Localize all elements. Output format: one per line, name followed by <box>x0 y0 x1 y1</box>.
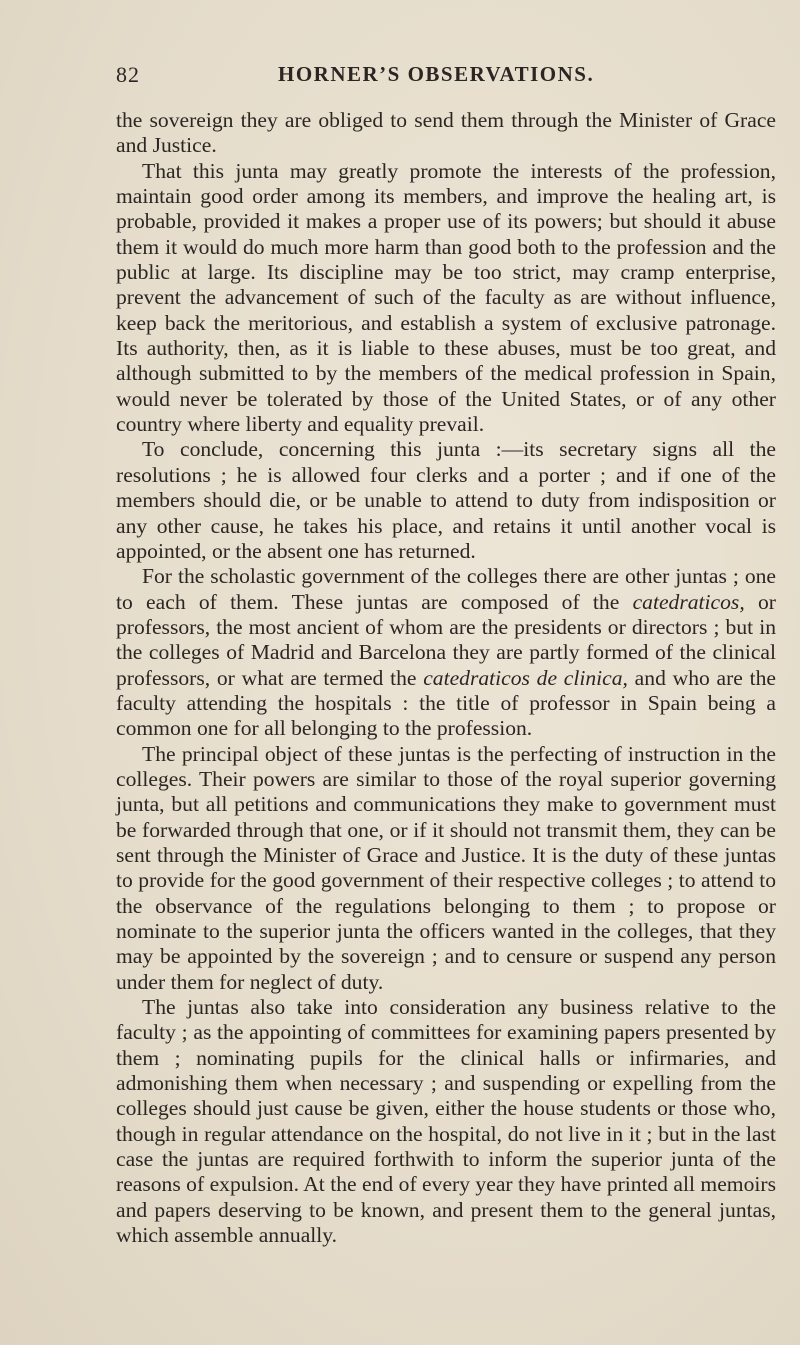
paragraph-text: For the scholastic government of the colleges there are other juntas ; one to each of them. These juntas are composed of the <box>116 564 776 614</box>
paragraph: The juntas also take into consideration any business relative to the faculty ; as the appointing of committees for examining papers presented by them ; nominating pupils for the clinical halls or infirmaries, and admonishing them when necessary ; and suspending or expelling from the colleges should just cause be given, either the house students or those who, though in regular attendance on the hospital, do not live in it ; but in the last case the juntas are required forthwith to inform the superior junta of the reasons of expulsion. At the end of every year they have printed all memoirs and papers deserving to be known, and present them to the general juntas, which assemble annually. <box>116 995 776 1248</box>
paragraph: The principal object of these juntas is the perfecting of instruction in the colleges. Their powers are similar to those of the royal superior governing junta, but all petitions and communications they make to government must be forwarded through that one, or if it should not transmit them, they can be sent through the Minister of Grace and Justice. It is the duty of these juntas to provide for the good government of their respective colleges ; to attend to the observance of the regulations belonging to them ; to propose or nominate to the superior junta the officers wanted in the colleges, that they may be appointed by the sovereign ; and to censure or suspend any person under them for neglect of duty. <box>116 741 776 994</box>
paragraph-text: or professors, the most ancient of whom are the presidents or directors ; but in the colleges of Madrid and Barcelona they are partly formed of the clinical professors, or what are termed the <box>116 589 776 690</box>
italic-term: catedraticos de clinica, <box>423 665 628 690</box>
italic-term: catedraticos, <box>632 589 745 614</box>
running-title: HORNER’S OBSERVATIONS. <box>278 62 595 86</box>
page-number: 82 <box>116 62 140 87</box>
paragraph: That this junta may greatly promote the interests of the profession, maintain good order among its members, and improve the healing art, is probable, provided it makes a proper use of its powers; but should it abuse them it would do much more harm than good both to the profession and the public at large. Its discipline may be too strict, may cramp enterprise, prevent the advancement of such of the faculty as are without influence, keep back the meritorious, and establish a system of exclusive patronage. Its authority, then, as it is liable to these abuses, must be too great, and although submitted to by the members of the medical profession in Spain, would never be tolerated by those of the United States, or of any other country where liberty and equality prevail. <box>116 158 776 437</box>
paragraph <box>116 564 776 741</box>
paragraph: To conclude, concerning this junta :—its secretary signs all the resolutions ; he is allowed four clerks and a porter ; and if one of the members should die, or be unable to attend to duty from indisposition or any other cause, he takes his place, and retains it until another vocal is appointed, or the absent one has returned. <box>116 437 776 563</box>
paragraph: the sovereign they are obliged to send them through the Minister of Grace and Justice. <box>116 108 776 158</box>
body-text <box>116 108 776 1248</box>
paragraph-text: and who are the faculty attending the hospitals : the title of professor in Spain being a common one for all belonging to the profession. <box>116 665 776 741</box>
running-head <box>116 62 776 92</box>
